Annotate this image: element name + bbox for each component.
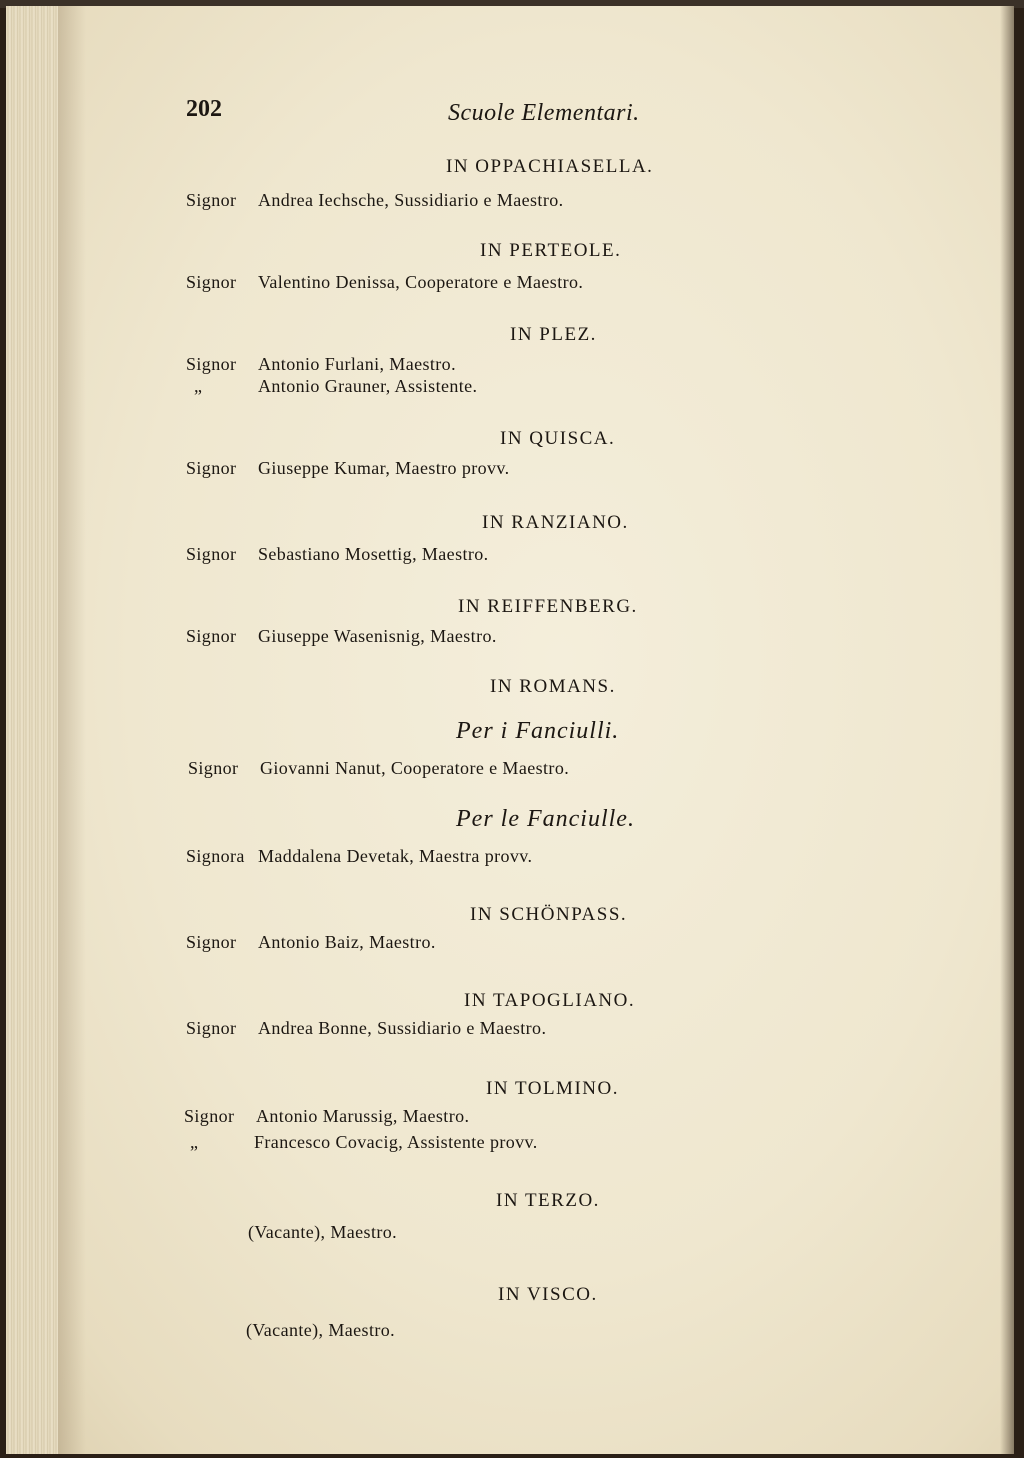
entry-text: Antonio Furlani, Maestro.: [258, 354, 456, 374]
section-heading: IN PERTEOLE.: [480, 240, 622, 261]
entry-text: Giuseppe Wasenisnig, Maestro.: [258, 626, 497, 646]
entry-line: [186, 458, 510, 479]
entry-text: Andrea Bonne, Sussidiario e Maestro.: [258, 1018, 547, 1038]
entry-line: [186, 354, 456, 375]
entry-title: Signor: [186, 190, 237, 210]
section-heading: IN TAPOGLIANO.: [464, 990, 636, 1011]
entry-title: Signor: [188, 758, 239, 778]
entry-text: Sebastiano Mosettig, Maestro.: [258, 544, 489, 564]
entry-line: [186, 190, 564, 211]
section-heading: IN VISCO.: [498, 1284, 598, 1305]
entry-line: [188, 758, 569, 779]
ditto-mark: „: [190, 1132, 199, 1152]
stacked-page-edges: [6, 6, 58, 1454]
entry-line: [186, 544, 489, 565]
page-number: 202: [186, 96, 222, 122]
entry-line: [182, 1132, 538, 1153]
section-heading: IN ROMANS.: [490, 676, 616, 697]
book-page: [6, 6, 1014, 1454]
entry-text: (Vacante), Maestro.: [246, 1320, 396, 1340]
page-right-edge-shadow: [1000, 6, 1014, 1454]
entry-title: Signor: [186, 272, 237, 292]
entry-title: Signor: [184, 1106, 235, 1126]
entry-title: Signora: [186, 846, 245, 866]
entry-line: [186, 846, 532, 867]
entry-line: [186, 376, 477, 397]
subsection-heading: Per le Fanciulle.: [456, 806, 635, 832]
entry-line: [246, 1320, 395, 1341]
entry-line: [186, 272, 583, 293]
section-heading: IN TOLMINO.: [486, 1078, 619, 1099]
entry-text: Maddalena Devetak, Maestra provv.: [258, 846, 533, 866]
entry-text: Giovanni Nanut, Cooperatore e Maestro.: [260, 758, 570, 778]
entry-title: Signor: [186, 458, 237, 478]
entry-line: [186, 1018, 546, 1039]
entry-line: [186, 626, 497, 647]
entry-title: Signor: [186, 544, 237, 564]
section-heading: IN OPPACHIASELLA.: [446, 156, 654, 177]
section-heading: IN REIFFENBERG.: [458, 596, 638, 617]
entry-title: Signor: [186, 932, 237, 952]
section-heading: IN SCHÖNPASS.: [470, 904, 628, 925]
entry-text: Antonio Marussig, Maestro.: [256, 1106, 470, 1126]
subsection-heading: Per i Fanciulli.: [456, 718, 620, 744]
entry-line: [186, 932, 436, 953]
section-heading: IN PLEZ.: [510, 324, 597, 345]
entry-text: Francesco Covacig, Assistente provv.: [254, 1132, 538, 1152]
entry-line: [248, 1222, 397, 1243]
running-head: Scuole Elementari.: [448, 100, 640, 126]
entry-line: [184, 1106, 469, 1127]
gutter-shadow: [58, 6, 86, 1454]
section-heading: IN QUISCA.: [500, 428, 616, 449]
entry-text: (Vacante), Maestro.: [248, 1222, 398, 1242]
entry-title: Signor: [186, 626, 237, 646]
entry-title: Signor: [186, 1018, 237, 1038]
entry-text: Andrea Iechsche, Sussidiario e Maestro.: [258, 190, 564, 210]
entry-text: Antonio Baiz, Maestro.: [258, 932, 436, 952]
entry-text: Antonio Grauner, Assistente.: [258, 376, 478, 396]
entry-text: Valentino Denissa, Cooperatore e Maestro.: [258, 272, 584, 292]
ditto-mark: „: [194, 376, 203, 396]
entry-title: Signor: [186, 354, 237, 374]
section-heading: IN TERZO.: [496, 1190, 600, 1211]
entry-text: Giuseppe Kumar, Maestro provv.: [258, 458, 510, 478]
section-heading: IN RANZIANO.: [482, 512, 629, 533]
